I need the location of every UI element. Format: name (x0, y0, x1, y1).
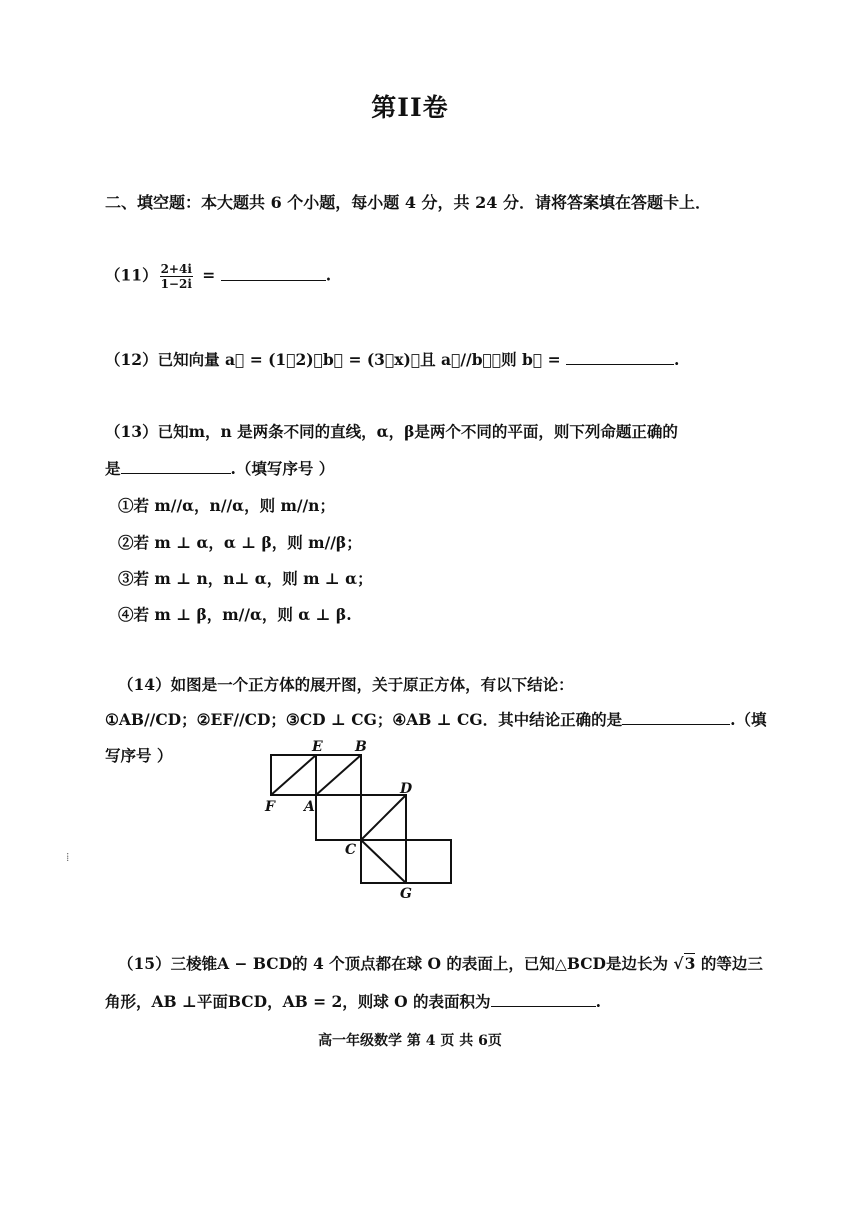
question-text: .（填 (730, 710, 767, 729)
question-number: （11） (105, 265, 158, 285)
question-text: .（填写序号 ） (230, 459, 335, 478)
cube-net-diagram (255, 735, 465, 905)
fraction (160, 262, 193, 291)
net-square (406, 840, 451, 883)
question-text: 角形，AB ⊥平面BCD，AB = 2，则球 O 的表面积为 (105, 992, 491, 1011)
fraction-numerator: 2+4i (160, 262, 192, 276)
option-3: ③若 m ⊥ n，n⊥ α，则 m ⊥ α； (118, 569, 373, 588)
question-text: 是 (105, 459, 121, 478)
question-text: （15）三棱锥A − BCD的 4 个顶点都在球 O 的表面上，已知△BCD是边长为 (118, 954, 669, 973)
question-15-line2 (105, 990, 601, 1012)
answer-blank (622, 710, 730, 725)
vertex-label-f: F (265, 799, 275, 815)
margin-mark: ⁞ (66, 850, 70, 864)
question-14-line3: 写序号 ） (105, 746, 173, 765)
fraction-denominator: 1−2i (160, 277, 192, 291)
question-15-line1 (118, 952, 763, 974)
diagonal-line (271, 755, 316, 795)
vertex-label-g: G (400, 886, 412, 902)
answer-blank (566, 350, 674, 365)
answer-blank (491, 992, 596, 1007)
sqrt-expression: √3 (673, 954, 696, 973)
page-title: 第II卷 (371, 93, 449, 122)
vertex-label-a: A (304, 799, 315, 815)
diagonal-line (361, 795, 406, 840)
question-14-line1: （14）如图是一个正方体的展开图，关于原正方体，有以下结论： (118, 675, 574, 694)
vertex-label-c: C (345, 842, 357, 858)
question-end: . (673, 350, 680, 369)
question-text: （12）已知向量 a⃗ = (1，2)，b⃗ = (3，x)，且 a⃗//b⃗，则 b⃗ = (105, 350, 561, 369)
page-footer: 高一年级数学 第 4 页 共 6页 (318, 1033, 502, 1049)
sqrt-radicand: 3 (684, 954, 696, 973)
option-4: ④若 m ⊥ β，m//α，则 α ⊥ β. (118, 605, 352, 624)
vertex-label-e: E (312, 739, 323, 755)
question-14-line2 (105, 708, 767, 730)
question-11 (105, 262, 331, 291)
question-13-line2 (105, 457, 334, 479)
question-text: ①AB//CD；②EF//CD；③CD ⊥ CG；④AB ⊥ CG．其中结论正确的是 (105, 710, 623, 729)
question-13-line1: （13）已知m，n 是两条不同的直线，α，β是两个不同的平面，则下列命题正确的 (105, 422, 678, 441)
question-12 (105, 348, 679, 370)
diagonal-line (361, 840, 406, 883)
net-square (316, 795, 361, 840)
vertex-label-d: D (400, 781, 413, 797)
question-text: 的等边三 (700, 954, 763, 973)
question-end: . (595, 992, 601, 1011)
answer-blank (121, 459, 231, 474)
option-1: ①若 m//α，n//α，则 m//n； (118, 496, 335, 515)
equals-sign: = (202, 265, 216, 285)
section-heading: 二、填空题：本大题共 6 个小题，每小题 4 分，共 24 分．请将答案填在答题卡上． (105, 193, 711, 212)
diagonal-line (316, 755, 361, 795)
option-2: ②若 m ⊥ α，α ⊥ β，则 m//β； (118, 533, 362, 552)
vertex-label-b: B (355, 739, 367, 755)
answer-blank (221, 266, 326, 281)
question-end: . (325, 265, 332, 285)
